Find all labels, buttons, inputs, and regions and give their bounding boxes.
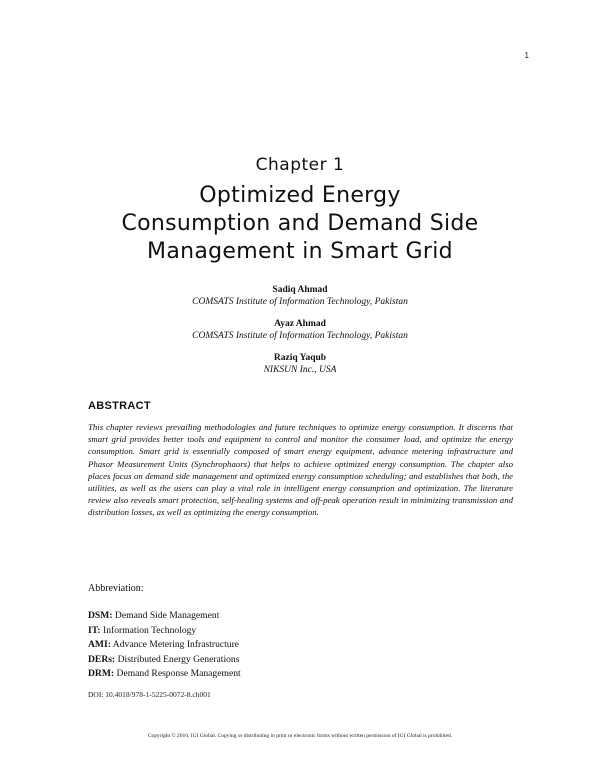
abbreviation-term: DRM: [88,668,115,679]
abbreviation-item [88,624,241,639]
page-number: 1 [524,51,529,60]
abbreviation-definition: Advance Metering Infrastructure [112,639,240,650]
abbreviation-item [88,609,241,624]
copyright-notice: Copyright © 2016, IGI Global. Copying or distributing in print or electronic forms without written permission of IGI Global is prohibited. [147,733,453,739]
author-affiliation: NIKSUN Inc., USA [263,365,337,375]
abbreviation-list [88,609,241,682]
abbreviation-item [88,638,241,653]
chapter-title-line: Management in Smart Grid [147,239,453,264]
abbreviation-heading: Abbreviation: [88,583,144,594]
chapter-label: Chapter 1 [255,155,345,175]
author-list [0,284,600,386]
abbreviation-definition: Information Technology [103,624,197,636]
abbreviation-definition: Demand Side Management [114,610,220,621]
abstract-heading: ABSTRACT [88,400,151,412]
abbreviation-term: DSM: [88,610,113,621]
abstract-body: This chapter reviews prevailing methodologies and future techniques to optimize energy consumption. It discerns that smart grid provides better tools and equipment to control and monitor the consumer load, and optimize the energy consumption. Smart grid is essentially composed of smart energy equipment, advance metering infrastructure and Phasor Measurement Units (Synchrophaors) that helps to achieve optimized energy consumption. The chapter also places focus on demand side management and optimized energy consumption scheduling; and establishes that both, the utilities, as well as the users can play a vital role in intelligent energy consumption and optimization. The literature review also reveals smart protection, self-healing systems and off-peak operation result in minimizing transmission and distribution losses, as well as optimizing the energy consumption. [88,422,513,518]
author-block [0,352,600,376]
abbreviation-item [88,653,241,668]
author-block [0,284,600,308]
chapter-title-line: Consumption and Demand Side [121,211,479,236]
abbreviation-term: AMI: [88,639,111,650]
author-name: Raziq Yaqub [273,353,327,363]
abbreviation-term: IT: [88,624,101,636]
doi-line: DOI: 10.4018/978-1-5225-0072-8.ch001 [88,690,211,699]
chapter-title [40,182,560,266]
author-block [0,318,600,342]
author-affiliation: COMSATS Institute of Information Technology, Pakistan [192,331,408,341]
author-name: Sadiq Ahmad [272,285,328,295]
author-affiliation: COMSATS Institute of Information Technology, Pakistan [192,297,408,307]
author-name: Ayaz Ahmad [274,319,326,329]
abbreviation-definition: Distributed Energy Generations [117,653,240,665]
abbreviation-term: DERs: [88,653,116,665]
abbreviation-item [88,667,241,682]
abbreviation-definition: Demand Response Management [116,668,241,679]
chapter-title-line: Optimized Energy [199,183,401,208]
